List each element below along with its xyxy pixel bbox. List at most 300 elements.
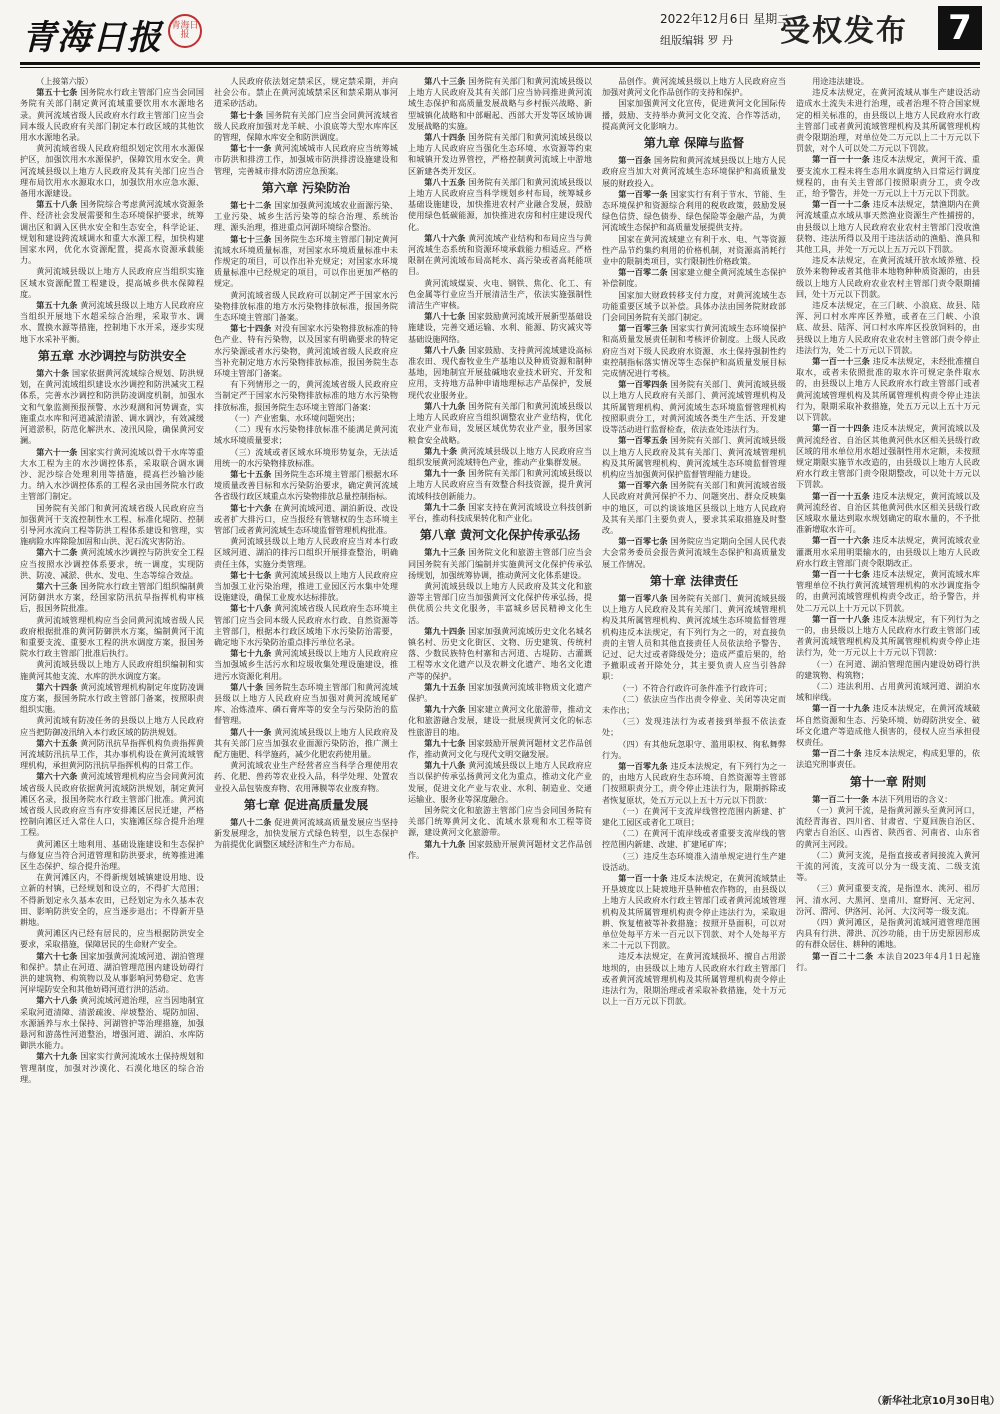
paragraph-text: 黄河流域县级以上地方人民政府应当对本行政区域河道、湖泊的排污口组织开展排查整治，明确责任主体，实施分类管理。	[214, 536, 398, 569]
article-number: 第八十四条	[424, 132, 466, 143]
article-paragraph	[214, 110, 398, 144]
article-paragraph	[796, 748, 980, 770]
article-paragraph	[796, 569, 980, 614]
article-paragraph	[796, 87, 980, 154]
article-number: 第九十一条	[424, 468, 466, 479]
article-columns	[20, 76, 980, 1396]
article-paragraph	[214, 447, 398, 469]
chapter-heading: 第十章 法律责任	[649, 573, 739, 588]
column-5	[796, 76, 980, 1396]
article-number: 第一百一十九条	[812, 703, 871, 714]
article-number: 第七十九条	[230, 648, 272, 659]
article-paragraph	[602, 593, 786, 683]
article-number: 第一百零九条	[618, 760, 668, 771]
article-paragraph	[796, 76, 980, 87]
paragraph-text: 黄河流域县级以上地方人民政府及其文化和旅游等主管部门应当加强黄河文化保护传承弘扬，提供优质公共文化服务，丰富城乡居民精神文化生活。	[408, 580, 592, 625]
paragraph-text: （三）流域或者区域水环境形势复杂，无法适用统一的水污染物排放标准。	[214, 446, 398, 468]
paragraph-text: 黄河滩区内已经有居民的，应当根据防洪安全要求，采取措施，保障居民的生命财产安全。	[20, 928, 204, 950]
paragraph-text: （一）产业密集、水环境问题突出；	[230, 412, 360, 423]
article-number: 第八十三条	[424, 76, 466, 86]
article-number: 第八十一条	[230, 726, 272, 737]
article-number: 第五十九条	[36, 300, 78, 311]
paragraph-text: 国家依据黄河流域综合规划、防洪规划，在黄河流域组织建设水沙调控和防洪减灾工程体系，完善水沙调控和防洪防凌调度机制，加强水文和气象监测预报预警、水沙观测和河势调查，实施重点水库和河道减淤清淤、调水调沙，有效减缓河道淤积，防范化解洪水、凌汛风险，确保黄河安澜。	[20, 368, 204, 446]
article-paragraph	[602, 155, 786, 189]
paragraph-text: 国家鼓励开展黄河题材文艺作品创作。	[408, 838, 592, 860]
article-paragraph	[408, 345, 592, 401]
article-paragraph	[602, 480, 786, 536]
article-paragraph	[408, 311, 592, 345]
paragraph-text: 本法自2023年4月1日起施行。	[796, 950, 980, 972]
article-paragraph	[408, 278, 592, 312]
article-number: 第七十八条	[230, 603, 272, 614]
article-paragraph	[408, 581, 592, 626]
article-paragraph	[602, 290, 786, 324]
article-paragraph	[796, 917, 980, 951]
article-paragraph	[214, 727, 398, 761]
article-number: 第一百零五条	[618, 435, 668, 446]
article-paragraph	[408, 760, 592, 805]
paragraph-text: （一）不符合行政许可条件准予行政许可；	[618, 682, 772, 693]
chapter-heading: 第九章 保障与监督	[643, 136, 745, 151]
article-paragraph	[408, 132, 592, 177]
paragraph-text: 黄河流域省级人民政府组织划定饮用水水源保护区，加强饮用水水源保护，保障饮用水安全。黄河流域县级以上地方人民政府及其有关部门应当合理布局饮用水水源取水口，加强饮用水应急水源、备用水源建设。	[20, 143, 204, 199]
article-paragraph	[408, 547, 592, 581]
paragraph-text: （四）黄河滩区，是指黄河流域河道管理范围内具有行洪、滞洪、沉沙功能，由于历史原因形成的有群众居住、耕种的滩地。	[796, 917, 980, 950]
article-paragraph	[214, 200, 398, 234]
news-source: （新华社北京10月30日电）	[872, 1396, 1000, 1407]
paragraph-text: 国务院有关部门、黄河流域县级以上地方人民政府及其有关部门、黄河流域管理机构及其所属管理机构、黄河流域生态环境监督管理机构应当加强黄河保护监督管理能力建设。	[602, 435, 786, 479]
paragraph-text: （二）黄河支流，是指直接或者间接流入黄河干流的河流，支流可以分为一级支流、二级支流等。	[796, 849, 980, 883]
article-number: 第六十三条	[36, 580, 78, 591]
article-number: 第七十四条	[230, 323, 272, 334]
paragraph-text: 国务院生态环境主管部门根据水环境质量改善目标和水污染防治要求，确定黄河流域各省级行政区域重点水污染物排放总量控制指标。	[214, 468, 398, 502]
paragraph-text: 有下列情形之一的，黄河流域省级人民政府应当制定严于国家水污染物排放标准的地方水污染物排放标准，报国务院生态环境主管部门备案：	[214, 379, 398, 412]
article-number: 第八十条	[230, 681, 264, 692]
paragraph-text: 黄河流域省级人民政府生态环境主管部门应当会同本级人民政府水行政、自然资源等主管部门，根据本行政区域地下水污染防治需要，确定地下水污染防治重点排污单位名录。	[214, 603, 398, 647]
article-number: 第一百零三条	[618, 323, 668, 334]
seal-text: 青海日报	[171, 21, 199, 40]
article-paragraph	[602, 76, 786, 98]
paragraph-text: 黄河流域县级以上地方人民政府组织编制和实施黄河其他支流、水库的洪水调度方案。	[20, 659, 204, 681]
paragraph-text: 黄河流域县级以上地方人民政府及其有关部门应当加强农业面源污染防治，推广测土配方施肥、科学施药，减少化肥农药使用量。	[214, 726, 398, 759]
paragraph-text: （三）违反生态环境准入清单规定进行生产建设活动。	[602, 850, 786, 872]
article-paragraph	[214, 760, 398, 794]
article-number: 第六十四条	[36, 681, 78, 692]
header-rule-thin	[20, 67, 980, 68]
paragraph-text: 国家实行黄河流域生态环境保护和高质量发展责任制和考核评价制度。上级人民政府应当对下级人民政府水资源、水土保持强制性约束控制指标落实情况等生态保护和高质量发展目标完成情况进行考核。	[602, 323, 786, 379]
article-number: 第六十条	[36, 368, 70, 379]
paragraph-text: 促进黄河流域高质量发展应当坚持新发展理念，加快发展方式绿色转型，以生态保护为前提优化调整区域经济和生产力布局。	[214, 817, 398, 850]
paragraph-text: 国务院有关部门和黄河流域县级以上地方人民政府应当有效整合科技资源，提升黄河流域科技创新能力。	[408, 468, 592, 501]
article-number: 第八十八条	[424, 344, 466, 355]
article-paragraph	[408, 401, 592, 446]
article-number: 第五十八条	[36, 199, 78, 210]
article-paragraph	[602, 267, 786, 289]
paragraph-text: 违反本法规定，黄河干流、重要支流水工程未将生态用水调度纳入日常运行调度规程的，由有关主管部门按照职责分工，责令改正，给予警告，并处一万元以上十万元以下罚款。	[796, 154, 980, 199]
paragraph-text: 黄河流域农业生产经营者应当科学合理使用农药、化肥、兽药等农业投入品，科学处理、处置农业投入品包装废弃物、农用薄膜等农业废弃物。	[214, 760, 398, 793]
article-paragraph	[214, 603, 398, 648]
paragraph-text: 国家实行有利于节水、节能、生态环境保护和资源综合利用的税收政策，鼓励发展绿色信贷、绿色债券、绿色保险等金融产品，为黄河流域生态保护和高质量发展提供支持。	[602, 188, 786, 233]
article-paragraph	[796, 794, 980, 805]
paragraph-text: 用途违法建设。	[812, 76, 869, 86]
article-number: 第一百零六条	[618, 480, 668, 491]
article-paragraph	[214, 469, 398, 503]
article-paragraph	[602, 379, 786, 435]
article-number: 第八十六条	[424, 232, 466, 243]
paragraph-text: 国务院文化和旅游主管部门应当会同国务院有关部门编制并实施黄河文化保护传承弘扬规划，加强统筹协调，推动黄河文化体系建设。	[408, 547, 592, 580]
article-number: 第七十条	[230, 109, 264, 120]
article-number: 第七十七条	[230, 569, 272, 580]
paragraph-text: 黄河流域有防凌任务的县级以上地方人民政府应当把防御凌汛纳入本行政区域的防洪规划。	[20, 715, 204, 737]
issue-date: 2022年12月6日 星期二	[660, 12, 790, 26]
article-paragraph	[20, 547, 204, 581]
column-2	[214, 76, 398, 1396]
paragraph-text: 国家建立黄河文化旅游带，推动文化和旅游融合发展，建设一批展现黄河文化的标志性旅游目的地。	[408, 704, 592, 737]
paragraph-text: 国家加强黄河流域农业面源污染、工业污染、城乡生活污染等的综合治理、系统治理、源头治理，推进重点河湖环境综合整治。	[214, 200, 398, 233]
article-paragraph	[20, 872, 204, 928]
paragraph-text: 人民政府依法划定禁采区，规定禁采期，并向社会公布。禁止在黄河流域禁采区和禁采期从事河道采砂活动。	[214, 76, 398, 109]
chapter-heading: 第五章 水沙调控与防洪安全	[37, 348, 187, 363]
chapter-heading: 第六章 污染防治	[261, 180, 351, 195]
chapter-heading: 第八章 黄河文化保护传承弘扬	[419, 528, 581, 543]
article-number: 第一百二十二条	[812, 950, 874, 961]
paragraph-text: 违反本法规定，在黄河流域禁止开垦坡度以上陡坡地开垦种植农作物的，由县级以上地方人民政府水行政主管部门或者黄河流域管理机构及其所属管理机构责令停止违法行为，采取退耕、恢复植被等补救措施；按照开垦面积，可以对单位处每平方米一百元以下罚款、对个人处每平方米二十元以下罚款。	[602, 873, 786, 951]
article-paragraph	[796, 300, 980, 356]
article-number: 第一百零七条	[618, 536, 668, 547]
article-number: 第一百一十六条	[812, 535, 871, 546]
article-number: 第一百零八条	[618, 592, 668, 603]
article-paragraph	[602, 716, 786, 738]
article-paragraph	[20, 1051, 204, 1085]
paragraph-text: 国务院有关部门、黄河流域县级以上地方人民政府及其有关部门、黄河流域管理机构及其所属管理机构、黄河流域生态环境监督管理机构违反本法规定，有下列行为之一的，对直接负责的主管人员和其他直接责任人员依法给予警告、记过、记大过或者降级处分；造成严重后果的，给予撤职或者开除处分，其主要负责人应当引咎辞职：	[602, 592, 786, 682]
paragraph-text: 国务院有关部门和黄河流域县级以上地方人民政府应当科学规划乡村布局，统筹城乡基础设施建设，加快推进农村产业融合发展，鼓励使用绿色低碳能源，加快推进农房和村庄建设现代化。	[408, 176, 592, 232]
article-number: 第一百零四条	[618, 379, 668, 390]
paragraph-text: 黄河防汛抗旱指挥机构负责指挥黄河流域防汛抗旱工作，其办事机构设在黄河流域管理机构，承担黄河防汛抗旱指挥机构的日常工作。	[20, 737, 204, 771]
paragraph-text: 国务院水行政主管部门组织编制黄河防御洪水方案，经国家防汛抗旱指挥机构审核后，报国务院批准。	[20, 580, 204, 614]
paragraph-text: 国家加强黄河流域历史文化名城名镇名村、历史文化街区、文物、历史建筑、传统村落、少数民族特色村寨和古河道、古堤防、古灌溉工程等水文化遗产以及农耕文化遗产、地名文化遗产等的保护。	[408, 625, 592, 681]
article-number: 第九十条	[424, 445, 458, 456]
article-paragraph	[20, 771, 204, 838]
article-number: 第六十六条	[36, 771, 78, 782]
article-number: 第一百条	[618, 155, 652, 166]
article-paragraph	[408, 177, 592, 233]
article-paragraph	[602, 234, 786, 268]
paragraph-text: 黄河流域县级以上地方人民政府应当组织发展黄河流域特色产业，推动产业集群发展。	[408, 445, 592, 467]
article-paragraph	[20, 839, 204, 873]
article-number: 第九十五条	[424, 681, 466, 692]
article-number: 第九十九条	[424, 838, 466, 849]
article-paragraph	[20, 995, 204, 1051]
paragraph-text: 国务院文化和旅游主管部门应当会同国务院有关部门统筹黄河文化、流域水景观和水工程等资源，建设黄河文化旅游带。	[408, 805, 592, 838]
paragraph-text: （上接第六版）	[36, 76, 93, 86]
paragraph-text: 违反本法规定，黄河流域以及黄河流经省、自治区其他黄河供水区相关县级行政区域取水量达到取水规划确定的取水量的，不予批准新增取水许可。	[796, 490, 980, 535]
paragraph-text: 违反本法规定，黄河流域农业灌溉用水采用明渠输水的，由县级以上地方人民政府水行政主管部门责令限期改正。	[796, 535, 980, 568]
article-number: 第九十八条	[424, 760, 466, 771]
article-number: 第九十六条	[424, 704, 466, 715]
paragraph-text: 国务院有关部门和黄河流域省级人民政府应当加强黄河干支流控制性水工程、标准化堤防、控制引导河水流向工程等防洪工程体系建设和管理，实施病险水库除险加固和山洪、泥石流灾害防治。	[20, 502, 204, 547]
paragraph-text: 国家在黄河流域建立有利于水、电、气等资源性产品节约集约利用的价格机制，对资源高消耗行业中的限制类项目，实行限制性价格政策。	[602, 233, 786, 267]
paragraph-text: 本法下列用语的含义：	[871, 793, 953, 804]
paragraph-text: 国务院有关部门和黄河流域省级人民政府对黄河保护不力、问题突出、群众反映集中的地区，可以约谈该地区县级以上地方人民政府及其有关部门主要负责人，要求其采取措施及时整改。	[602, 480, 786, 535]
article-paragraph	[796, 491, 980, 536]
article-number: 第七十一条	[230, 143, 272, 154]
paragraph-text: （二）在黄河干流岸线或者重要支流岸线的管控范围内新建、改建、扩建尾矿库；	[602, 828, 786, 850]
article-paragraph	[602, 694, 786, 716]
article-paragraph	[214, 503, 398, 537]
paragraph-text: 国家鼓励黄河流域开展新型基础设施建设，完善交通运输、水利、能源、防灾减灾等基础设施网络。	[408, 311, 592, 344]
paragraph-text: 在黄河流域河道、湖泊新设、改设或者扩大排污口，应当报经有管辖权的生态环境主管部门或者黄河流域生态环境监督管理机构批准。	[214, 502, 398, 535]
article-number: 第八十五条	[424, 176, 466, 187]
article-paragraph	[796, 883, 980, 917]
article-paragraph	[214, 76, 398, 110]
article-paragraph	[602, 851, 786, 873]
article-number: 第八十九条	[424, 400, 466, 411]
article-paragraph	[408, 446, 592, 468]
article-paragraph	[20, 368, 204, 446]
article-number: 第一百一十二条	[812, 199, 871, 210]
article-number: 第一百零一条	[618, 188, 668, 199]
chapter-heading: 第七章 促进高质量发展	[243, 797, 369, 812]
paragraph-text: 国务院有关部门、黄河流域县级以上地方人民政府有关部门、黄河流域管理机构及其所属管理机构、黄河流域生态环境监督管理机构按照职责分工，对黄河流域各类生产生活、开发建设等活动进行监督检查，依法查处违法行为。	[602, 379, 786, 435]
article-paragraph	[602, 98, 786, 132]
article-paragraph	[214, 682, 398, 727]
article-number: 第七十六条	[230, 502, 272, 513]
paragraph-text: 品创作。黄河流域县级以上地方人民政府应当加强对黄河文化作品创作的支持和保护。	[602, 76, 786, 98]
article-paragraph	[602, 435, 786, 480]
paragraph-text: 违反本法规定，禁渔期内在黄河流域重点水域从事天然渔业资源生产性捕捞的，由县级以上地方人民政府农业农村主管部门没收渔获物、违法所得以及用于违法活动的渔船、渔具和其他工具，并处一万元以上五万元以下罚款。	[796, 199, 980, 255]
article-paragraph	[20, 76, 204, 87]
article-number: 第七十五条	[230, 468, 272, 479]
article-paragraph	[20, 928, 204, 950]
paragraph-text: （一）在黄河干支流岸线管控范围内新建、扩建化工园区或者化工项目；	[602, 805, 786, 827]
article-paragraph	[602, 828, 786, 850]
article-paragraph	[408, 468, 592, 502]
article-paragraph	[20, 266, 204, 300]
article-number: 第一百一十七条	[812, 568, 871, 579]
article-number: 第六十五条	[36, 737, 78, 748]
column-4	[602, 76, 786, 1396]
paragraph-text: （三）发现违法行为或者接到举报不依法查处；	[602, 716, 786, 738]
article-number: 第一百二十一条	[812, 793, 869, 804]
article-number: 第六十七条	[36, 950, 78, 961]
chapter-heading: 第十一章 附则	[849, 774, 927, 789]
column-3	[408, 76, 592, 1396]
article-number: 第八十二条	[230, 817, 272, 827]
article-paragraph	[796, 614, 980, 659]
article-paragraph	[796, 703, 980, 748]
article-paragraph	[796, 850, 980, 884]
article-paragraph	[20, 199, 204, 266]
article-paragraph	[796, 356, 980, 423]
article-paragraph	[796, 535, 980, 569]
paragraph-text: 国务院有关部门和黄河流域县级以上地方人民政府应当强化生态环境、水资源等约束和城镇开发边界管控，严格控制黄河流域上中游地区新建各类开发区。	[408, 132, 592, 176]
article-paragraph	[602, 189, 786, 234]
article-paragraph	[796, 154, 980, 199]
paragraph-text: 黄河流域县级以上地方人民政府应当以保护传承弘扬黄河文化为重点，推动文化产业发展，促进文化产业与农业、水利、制造业、交通运输业、服务业等深度融合。	[408, 760, 592, 804]
paragraph-text: 黄河滩区土地利用、基础设施建设和生态保护与修复应当符合河道管理和防洪要求，统筹推进滩区生态保护、综合提升治理。	[20, 838, 204, 872]
article-number: 第一百一十八条	[812, 613, 871, 624]
paragraph-text: 黄河流域管理机构应当会同黄河流域省级人民政府依据黄河流域防洪规划，制定黄河滩区名录，报国务院水行政主管部门批准。黄河流域省级人民政府应当有序安排滩区居民迁建，严格控制向滩区迁入常住人口，实施滩区综合提升治理工程。	[20, 771, 204, 838]
article-paragraph	[20, 143, 204, 199]
header-rule	[20, 62, 980, 65]
paragraph-text: 违反本法规定，在黄河流域损坏、擅自占用淤地坝的，由县级以上地方人民政府水行政主管部门或者黄河流域管理机构及其所属管理机构责令停止违法行为，限期治理或者采取补救措施，处十万元以上一百万元以下罚款。	[602, 951, 786, 1007]
paragraph-text: 黄河流域县级以上地方人民政府应当组织实施区域水资源配置工程建设，提高城乡供水保障程度。	[20, 266, 204, 299]
article-paragraph	[20, 300, 204, 345]
article-paragraph	[20, 87, 204, 143]
article-paragraph	[602, 761, 786, 806]
paragraph-text: 国务院有关部门和黄河流域县级以上地方人民政府及其有关部门应当协同推进黄河流域生态保护和高质量发展战略与乡村振兴战略、新型城镇化战略和中部崛起、西部大开发等区域协调发展战略的实施。	[408, 76, 592, 131]
paragraph-text: 违反本法规定，黄河流域以及黄河流经省、自治区其他黄河供水区相关县级行政区域的用水单位用水超过强制性用水定额，未按照规定期限实施节水改造的，由县级以上地方人民政府水行政主管部门责令限期整改，可以处十万元以下罚款。	[796, 423, 980, 490]
article-number: 第一百一十一条	[812, 154, 871, 165]
paragraph-text: 黄河流域县级以上地方人民政府应当加强工业污染治理，推进工业园区污水集中处理设施建设，确保工业废水达标排放。	[214, 569, 398, 603]
paragraph-text: 国务院综合考虑黄河流域水资源条件、经济社会发展需要和生态环境保护要求，统筹调出区和调入区供水安全和生态安全，科学论证、规划和建设跨流域调水和重大水源工程，加快构建国家水网，优化水资源配置，提高水资源承载能力。	[20, 199, 204, 266]
article-paragraph	[796, 951, 980, 973]
paragraph-text: 国家鼓励开展黄河题材文艺作品创作，推动黄河文化与现代文明交融发展。	[408, 737, 592, 759]
article-number: 第六十二条	[36, 547, 78, 558]
article-paragraph	[214, 536, 398, 570]
article-paragraph	[214, 424, 398, 446]
article-number: 第一百零二条	[618, 267, 668, 278]
paragraph-text: 国家支持在黄河流域设立科技创新平台，推动科技成果转化和产业化。	[408, 501, 592, 523]
article-paragraph	[602, 873, 786, 951]
paragraph-text: 黄河流域煤炭、火电、钢铁、焦化、化工、有色金属等行业应当开展清洁生产，依法实施强制性清洁生产审核。	[408, 277, 592, 311]
article-paragraph	[20, 715, 204, 737]
paragraph-text: （四）有其他玩忽职守、滥用职权、徇私舞弊行为。	[602, 738, 786, 760]
paragraph-text: 违反本法规定，在黄河流域开放水域养殖、投放外来物种或者其他非本地物种种质资源的，由县级以上地方人民政府农业农村主管部门责令限期捕回，处十万元以下罚款。	[796, 255, 980, 299]
paragraph-text: 国家实行黄河流域以骨干水库等重大水工程为主的水沙调控体系，采取联合调水调沙、泥沙综合处理利用等措施，提高拦沙输沙能力。纳入水沙调控体系的工程名录由国务院水行政主管部门制定。	[20, 446, 204, 502]
paragraph-text: 黄河流域城市人民政府应当统筹城市防洪和排涝工作，加强城市防洪排涝设施建设和管理，完善城市排水防涝应急预案。	[214, 143, 398, 176]
paragraph-text: 国家加强黄河文化宣传，促进黄河文化国际传播，鼓励、支持举办黄河文化交流、合作等活动，提高黄河文化影响力。	[602, 98, 786, 131]
paragraph-text: 黄河流域管理机构制定年度防凌调度方案，报国务院水行政主管部门备案，按照职责组织实施。	[20, 681, 204, 715]
article-number: 第一百一十三条	[812, 356, 871, 367]
paragraph-text: （三）黄河重要支流，是指湟水、洮河、祖厉河、清水河、大黑河、皇甫川、窟野河、无定河、汾河、渭河、伊洛河、沁河、大汶河等一级支流。	[796, 883, 980, 916]
paragraph-text: 违反本法规定，有下列行为之一的，由县级以上地方人民政府水行政主管部门或者黄河流域管理机构及其所属管理机构责令停止违法行为，处一万元以上十万元以下罚款：	[796, 613, 980, 658]
article-paragraph	[20, 951, 204, 996]
paragraph-text: 国家加大财政转移支付力度，对黄河流域生态功能重要区域予以补偿。具体办法由国务院财政部门会同国务院有关部门制定。	[602, 289, 786, 323]
article-number: 第七十二条	[230, 200, 272, 211]
article-paragraph	[214, 323, 398, 379]
masthead	[0, 0, 1000, 62]
paragraph-text: （二）违法利用、占用黄河流域河道、湖泊水域和岸线。	[796, 680, 980, 703]
article-paragraph	[408, 704, 592, 738]
article-number: 第九十二条	[424, 501, 466, 512]
article-number: 第八十七条	[424, 311, 466, 322]
paragraph-text: 国家鼓励、支持黄河流域建设高标准农田、现代畜牧业生产基地以及种质资源和制种基地，因地制宜开展盐碱地农业技术研究、开发和应用，支持地方品种申请地理标志产品保护，发展现代农业服务业。	[408, 344, 592, 400]
paragraph-text: 违反本法规定，在黄河流域破坏自然资源和生态、污染环境、妨碍防洪安全、破坏文化遗产等造成他人损害的，侵权人应当承担侵权责任。	[796, 703, 980, 747]
article-paragraph	[20, 503, 204, 548]
paragraph-text: （一）黄河干流，是指黄河源头至黄河河口，流经青海省、四川省、甘肃省、宁夏回族自治区、内蒙古自治区、山西省、陕西省、河南省、山东省的黄河主河段。	[796, 805, 980, 849]
paragraph-text: 黄河流域产业结构和布局应当与黄河流域生态系统和资源环境承载能力相适应。严格限制在黄河流域布局高耗水、高污染或者高耗能项目。	[408, 232, 592, 277]
article-paragraph	[602, 806, 786, 828]
article-paragraph	[408, 839, 592, 861]
article-paragraph	[602, 536, 786, 570]
paragraph-text: 黄河流域县级以上地方人民政府应当加强城乡生活污水和垃圾收集处理设施建设，推进污水资源化利用。	[214, 648, 398, 681]
article-paragraph	[408, 682, 592, 704]
article-number: 第九十七条	[424, 737, 466, 748]
paragraph-text: 国家实行黄河流域水土保持规划和管理制度，加强对沙漠化、石漠化地区的综合治理。	[20, 1051, 204, 1084]
paragraph-text: 黄河流域水沙调控与防洪安全工程应当按照水沙调控体系要求，统一调度，实现防洪、防凌、减淤、供水、发电、生态等综合效益。	[20, 547, 204, 580]
paragraph-text: 国家建立健全黄河流域生态保护补偿制度。	[602, 267, 786, 289]
article-number: 第六十八条	[36, 995, 78, 1006]
article-paragraph	[408, 738, 592, 760]
article-paragraph	[408, 502, 592, 524]
paragraph-text: 国务院生态环境主管部门和黄河流域县级以上地方人民政府应当加强对黄河流域尾矿库、冶炼渣库、磷石膏库等的安全与污染防治的监督管理。	[214, 681, 398, 726]
newspaper-seal-icon	[168, 14, 202, 48]
paragraph-text: 国务院有关部门应当会同黄河流域省级人民政府加强对龙羊峡、小浪底等大型水库库区的管理，保障水库安全和防洪调度。	[214, 109, 398, 143]
article-paragraph	[796, 199, 980, 255]
paragraph-text: 违反本法规定，有下列行为之一的，由地方人民政府生态环境、自然资源等主管部门按照职责分工，责令停止违法行为，限期拆除或者恢复原状，处五万元以上五十万元以下罚款：	[602, 760, 786, 805]
article-paragraph	[796, 659, 980, 681]
article-paragraph	[214, 143, 398, 177]
paragraph-text: （二）依法应当作出责令停业、关闭等决定而未作出；	[602, 693, 786, 715]
article-paragraph	[408, 76, 592, 132]
article-number: 第九十三条	[424, 547, 466, 558]
article-paragraph	[796, 255, 980, 300]
article-paragraph	[602, 739, 786, 761]
article-paragraph	[20, 738, 204, 772]
article-paragraph	[214, 379, 398, 413]
article-paragraph	[214, 413, 398, 424]
column-1	[20, 76, 204, 1396]
paragraph-text: （一）在河道、湖泊管理范围内建设妨碍行洪的建筑物、构筑物；	[796, 658, 980, 680]
article-number: 第一百一十条	[618, 873, 668, 884]
article-number: 第五十七条	[36, 87, 78, 98]
article-number: 第九十四条	[424, 625, 466, 636]
paragraph-text: 违反本法规定，在三门峡、小浪底、故县、陆浑、河口村水库库区养殖，或者在三门峡、小浪底、故县、陆浑、河口村水库库区投放饲料的，由县级以上地方人民政府农业农村主管部门责令停止违法行为，处二十万元以下罚款。	[796, 300, 980, 355]
page-number: 7	[938, 6, 982, 50]
article-paragraph	[408, 233, 592, 278]
paragraph-text: 国务院应当定期向全国人民代表大会常务委员会报告黄河流域生态保护和高质量发展工作情况。	[602, 536, 786, 569]
article-number: 第一百一十五条	[812, 490, 871, 501]
article-number: 第一百二十条	[812, 748, 862, 759]
article-number: 第六十一条	[36, 446, 78, 457]
paragraph-text: 黄河流域管理机构应当会同黄河流域省级人民政府根据批准的黄河防御洪水方案，编制黄河干流和重要支流、重要水工程的洪水调度方案，报国务院水行政主管部门批准后执行。	[20, 614, 204, 659]
article-paragraph	[796, 423, 980, 490]
article-paragraph	[20, 447, 204, 503]
article-paragraph	[796, 805, 980, 850]
paragraph-text: 国务院有关部门和黄河流域县级以上地方人民政府应当组织调整农业产业结构，优化农业产业布局，发展区域优势农业产业，服务国家粮食安全战略。	[408, 400, 592, 445]
article-paragraph	[20, 581, 204, 615]
paragraph-text: 国家加强黄河流域非物质文化遗产保护。	[408, 681, 592, 703]
article-paragraph	[602, 323, 786, 379]
article-paragraph	[20, 659, 204, 681]
newspaper-logo: 青海日报	[22, 18, 162, 58]
article-paragraph	[214, 570, 398, 604]
article-paragraph	[796, 681, 980, 703]
paragraph-text: 违反本法规定，黄河流域水库管理单位不执行黄河流域管理机构的水沙调度指令的，由黄河流域管理机构责令改正，给予警告，并处二万元以上十万元以下罚款。	[796, 568, 980, 613]
article-paragraph	[214, 817, 398, 851]
paragraph-text: （二）现有水污染物排放标准不能满足黄河流域水环境质量要求；	[214, 424, 398, 446]
paragraph-text: 黄河流域省级人民政府可以制定严于国家水污染物排放标准的地方水污染物排放标准，报国务院生态环境主管部门备案。	[214, 289, 398, 323]
article-paragraph	[20, 682, 204, 716]
article-paragraph	[408, 626, 592, 682]
article-paragraph	[20, 615, 204, 660]
paragraph-text: 黄河流域县级以上地方人民政府应当组织开展地下水超采综合治理，采取节水、调水、置换水源等措施，控制地下水开采，逐步实现地下水采补平衡。	[20, 300, 204, 344]
paragraph-text: 黄河流域河道治理，应当因地制宜采取河道清障、清淤疏浚、岸坡整治、堤防加固、水源涵养与水土保持、河湖管护等治理措施，加强悬河和游荡性河道整治，增强河道、湖泊、水库防御洪水能力。	[20, 995, 204, 1051]
article-paragraph	[214, 648, 398, 682]
article-paragraph	[602, 951, 786, 1007]
paragraph-text: 违反本法规定，在黄河流域从事生产建设活动造成水土流失未进行治理，或者治理不符合国家规定的相关标准的，由县级以上地方人民政府水行政主管部门或者黄河流域管理机构及其所属管理机构责令限期治理，对单位处二万元以上二十万元以下罚款，对个人可以处二万元以下罚款。	[796, 87, 980, 154]
paragraph-text: 在黄河滩区内，不得新规划城镇建设用地、设立新的村镇，已经规划和设立的，不得扩大范围；不得新划定永久基本农田，已经划定为永久基本农田、影响防洪安全的，应当逐步退出；不得新开垦耕地。	[20, 872, 204, 928]
article-paragraph	[214, 234, 398, 290]
article-number: 第六十九条	[36, 1051, 78, 1062]
article-paragraph	[214, 290, 398, 324]
article-number: 第七十三条	[230, 233, 272, 244]
paragraph-text: 违反本法规定，构成犯罪的，依法追究刑事责任。	[796, 748, 980, 770]
section-title: 受权发布	[780, 14, 908, 49]
layout-editor: 组版编辑 罗 丹	[660, 34, 733, 47]
paragraph-text: 违反本法规定，未经批准擅自取水，或者未依照批准的取水许可规定条件取水的，由县级以上地方人民政府水行政主管部门或者黄河流域管理机构及其所属管理机构责令停止违法行为，限期采取补救措施，处五万元以上五十万元以下罚款。	[796, 356, 980, 423]
